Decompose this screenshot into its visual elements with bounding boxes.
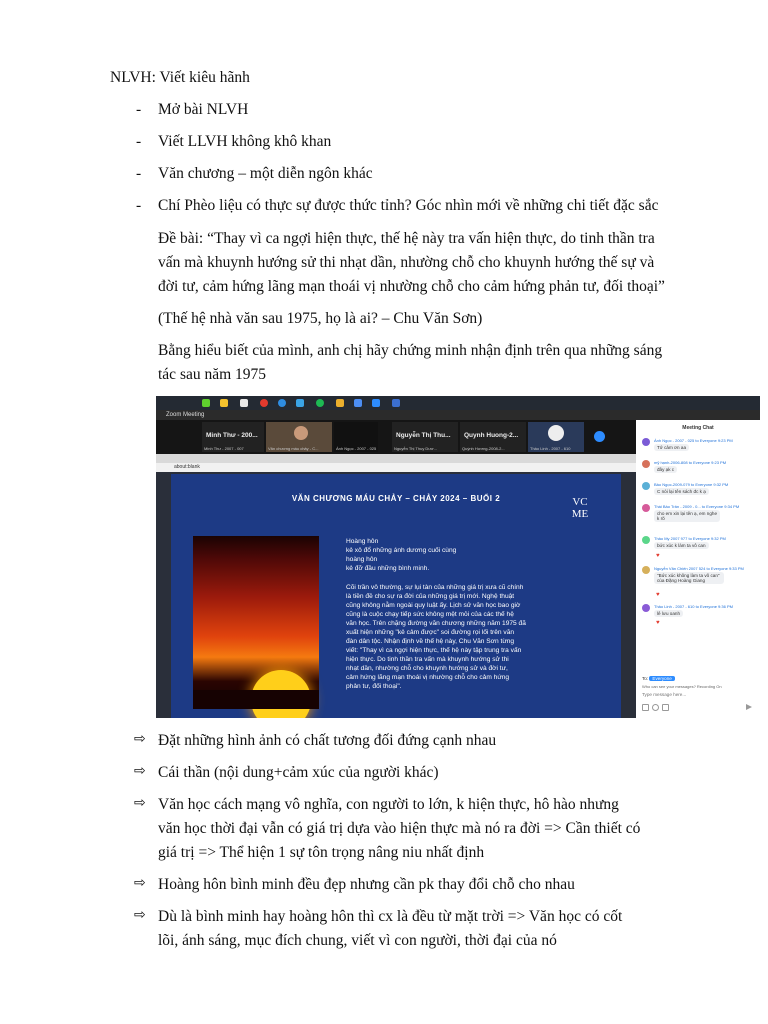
- chat-title: Meeting Chat: [682, 425, 714, 431]
- window-title: Zoom Meeting: [166, 412, 205, 418]
- chat-sender: mỹ hạnh-2006-808 to Everyone 9:23 PM: [654, 460, 727, 465]
- body-line: xuất hiện những "kẻ cảm được" soi đường rọi lối trên văn: [346, 629, 515, 636]
- app-icon: [260, 399, 268, 407]
- recipient-select[interactable]: Everyone: [649, 676, 674, 681]
- meeting-screenshot: [156, 396, 760, 718]
- bullet-item: Chí Phèo liệu có thực sự được thức tỉnh? Góc nhìn mới về những chi tiết đặc sắc: [158, 197, 659, 214]
- panda-avatar: [548, 425, 564, 441]
- format-icon[interactable]: [642, 704, 649, 711]
- bullet-dash: -: [136, 101, 142, 118]
- bullet-item: Viết LLVH không khô khan: [158, 133, 332, 150]
- to-label: To:: [642, 676, 649, 681]
- note-line: Hoàng hôn bình minh đều đẹp nhưng cần pk thay đổi chỗ cho nhau: [158, 876, 575, 893]
- participant-tile[interactable]: [392, 422, 458, 452]
- chat-sender: Nguyễn Văn Chiến 2007 524 to Everyone 9:33 PM: [654, 566, 744, 571]
- participant-caption: Quỳnh Hương-2008-2...: [462, 446, 505, 451]
- participant-caption: Nguyễn Thị Thuy Dươ...: [394, 446, 437, 451]
- chat-sender: Thảo My 2007 977 to Everyone 9:32 PM: [654, 536, 726, 541]
- taskbar: [156, 396, 760, 410]
- browser-address-bar[interactable]: [156, 463, 636, 472]
- poem-line: Hoàng hôn: [346, 538, 379, 545]
- chat-toolbar: [642, 704, 754, 710]
- poem-line: hoàng hôn: [346, 556, 378, 563]
- app-icon: [296, 399, 304, 407]
- note-line: văn học thời đại vẫn có giá trị dựa vào hiện thực mà nó ra đời => Cần thiết có: [158, 820, 641, 837]
- chat-bubble: bức xúc k làm ta vô can: [654, 542, 709, 549]
- chat-sender: Thảo Linh - 2007 - 610 to Everyone 9:36 PM: [654, 604, 733, 609]
- chat-sender: Ánh Ngọc - 2007 - 025 to Everyone 9:23 PM: [654, 438, 733, 443]
- task-line: Bằng hiểu biết của mình, anh chị hãy chứng minh nhận định trên qua những sáng: [158, 342, 663, 359]
- participant-name: Nguyễn Thị Thu...: [396, 432, 451, 439]
- note-line: giá trị => Thể hiện 1 sự tôn trọng nâng niu nhất định: [158, 844, 485, 861]
- body-line: nhạt dần, nhường chỗ cho khuynh hướng sử và đời tư,: [346, 665, 508, 672]
- participant-tile[interactable]: [334, 422, 378, 452]
- heart-reaction-icon[interactable]: ♥: [656, 553, 660, 559]
- body-line: đàn dân tộc. Nhận định về thế hệ này, Chu Văn Sơn từng: [346, 638, 515, 645]
- slide-logo: VC ME: [571, 496, 589, 520]
- chat-notice: Who can see your messages? Recording On: [642, 684, 722, 689]
- participant-tile[interactable]: [528, 422, 584, 452]
- arrow-bullet-icon: ⇨: [134, 907, 146, 923]
- body-line: văn học. Trên chặng đường văn chương những năm 1975 đã: [346, 620, 526, 627]
- browser-icon: [278, 399, 286, 407]
- bullet-item: Văn chương – một diễn ngôn khác: [158, 165, 373, 182]
- participant-strip: [156, 420, 636, 454]
- note-line: lõi, ánh sáng, mục đích chung, viết vì con người, thời đại của nó: [158, 932, 557, 949]
- poem-line: kẻ xô đổ những ánh dương cuối cùng: [346, 547, 457, 554]
- app-icon: [354, 399, 362, 407]
- participant-tile[interactable]: [266, 422, 332, 452]
- next-page-icon[interactable]: [594, 431, 605, 442]
- body-line: cũng không nằm ngoài quy luật ấy. Lịch sử văn học bao giờ: [346, 602, 521, 609]
- note-line: Văn học cách mạng vô nghĩa, con người to lớn, k hiện thực, hô hào nhưng: [158, 796, 619, 813]
- note-line: Đặt những hình ảnh có chất tương đối đứng cạnh nhau: [158, 732, 497, 749]
- arrow-bullet-icon: ⇨: [134, 875, 146, 891]
- chat-message: [642, 482, 754, 502]
- avatar: [642, 566, 650, 574]
- chat-bubble: "Bức xúc không làm ta vô can" của Đặng Hoàng Giang: [654, 572, 724, 584]
- prompt-line: đời tư, cảm hứng lãng mạn thoái vị nhường chỗ cho cảm hứng phản tư, đối thoại”: [158, 278, 665, 295]
- participant-caption: Ánh Ngọc - 2007 - 025: [336, 446, 377, 451]
- folder-icon: [220, 399, 228, 407]
- arrow-bullet-icon: ⇨: [134, 731, 146, 747]
- heart-reaction-icon[interactable]: ♥: [656, 620, 660, 626]
- chat-message: [642, 504, 754, 532]
- send-icon[interactable]: [746, 704, 752, 710]
- poem-line: kẻ đỡ đầu những bình minh.: [346, 565, 430, 572]
- address-text: about:blank: [174, 464, 200, 470]
- chat-bubble: đây ạk c: [654, 466, 677, 473]
- shared-browser-window: [156, 454, 636, 718]
- body-line: Cõi trần vô thường, sự lụi tàn của những giá trị xưa cũ chính: [346, 584, 524, 591]
- ground-shape: [193, 690, 319, 709]
- avatar: [642, 504, 650, 512]
- body-line: là tiền đề cho sự ra đời của những giá trị mới. Nghệ thuật: [346, 593, 515, 600]
- app-icon: [336, 399, 344, 407]
- zoom-icon: [372, 399, 380, 407]
- emoji-icon[interactable]: [652, 704, 659, 711]
- bullet-dash: -: [136, 165, 142, 182]
- chat-message: [642, 604, 754, 630]
- body-line: cảm hứng lãng mạn thoái vị nhường chỗ cho cảm hứng: [346, 674, 510, 681]
- participant-caption: Minh Thư - 2007 - 007: [204, 446, 244, 451]
- avatar: [642, 438, 650, 446]
- chat-message: [642, 438, 754, 458]
- zoom-title-bar: [156, 410, 760, 420]
- avatar: [642, 536, 650, 544]
- chat-input[interactable]: [642, 691, 750, 698]
- participant-tile[interactable]: [460, 422, 526, 452]
- presentation-slide: [171, 474, 621, 718]
- task-line: tác sau năm 1975: [158, 366, 267, 383]
- chat-message: [642, 536, 754, 566]
- chat-bubble: lê lưu oanh: [654, 610, 683, 617]
- bullet-dash: -: [136, 133, 142, 150]
- avatar: [294, 426, 308, 440]
- note-line: Cái thần (nội dung+cảm xúc của người khác): [158, 764, 439, 781]
- send-to-label: [642, 676, 675, 681]
- chat-bubble: cho em xin lại tên ạ, em nghe k rõ: [654, 510, 720, 522]
- chat-sender: Thái Bảo Trân - 2009 - 0... to Everyone 9:34 PM: [654, 504, 740, 509]
- app-icon: [202, 399, 210, 407]
- bullet-item: Mở bài NLVH: [158, 101, 249, 118]
- participant-name: Minh Thư - 200...: [206, 432, 258, 439]
- chat-message: [642, 460, 754, 480]
- doc-heading: NLVH: Viết kiêu hãnh: [110, 69, 250, 86]
- participant-name: Quynh Huong-2...: [464, 432, 519, 439]
- slide-title: VĂN CHƯƠNG MÁU CHẢY – CHẢY 2024 – BUỔI 2: [291, 494, 501, 503]
- arrow-bullet-icon: ⇨: [134, 795, 146, 811]
- meeting-chat-panel: [636, 420, 760, 718]
- browser-tab-bar: [156, 454, 636, 463]
- avatar: [642, 460, 650, 468]
- body-line: phản tư, đối thoại".: [346, 683, 402, 690]
- participant-caption: Thảo Linh - 2007 - 610: [530, 446, 571, 451]
- participant-tile[interactable]: [202, 422, 264, 452]
- music-icon: [316, 399, 324, 407]
- bullet-dash: -: [136, 197, 142, 214]
- participant-caption: Văn chương máu chảy - C...: [268, 446, 319, 451]
- body-line: cũng là cuộc chạy tiếp sức không mệt mỏi của các thế hệ: [346, 611, 514, 618]
- app-icon: [392, 399, 400, 407]
- sunset-image: [193, 536, 319, 709]
- prompt-line: Đề bài: “Thay vì ca ngợi hiện thực, thế hệ này tra vấn hiện thực, do tinh thần tra: [158, 230, 655, 247]
- source-line: (Thế hệ nhà văn sau 1975, họ là ai? – Chu Văn Sơn): [158, 310, 483, 327]
- app-icon: [240, 399, 248, 407]
- prompt-line: vấn mà khuynh hướng sử thi nhạt dần, nhường chỗ cho khuynh hướng thế sự và: [158, 254, 655, 271]
- avatar: [642, 482, 650, 490]
- chat-bubble: C nói lại tên sách đc k ạ: [654, 488, 709, 495]
- chat-message: [642, 566, 754, 600]
- body-line: hiện thực. Do tinh thần tra vấn mà khuynh hướng sử thi: [346, 656, 509, 663]
- file-icon[interactable]: [662, 704, 669, 711]
- chat-sender: Bảo Ngọc-2009-079 to Everyone 9:32 PM: [654, 482, 729, 487]
- heart-reaction-icon[interactable]: ♥: [656, 592, 660, 598]
- arrow-bullet-icon: ⇨: [134, 763, 146, 779]
- chat-bubble: Tớ cảm ơn aa: [654, 444, 689, 451]
- avatar: [642, 604, 650, 612]
- body-line: viết: "Thay vì ca ngợi hiện thực, thế hệ này tập trung tra vấn: [346, 647, 522, 654]
- note-line: Dù là bình minh hay hoàng hôn thì cx là đều từ mặt trời => Văn học có cốt: [158, 908, 623, 925]
